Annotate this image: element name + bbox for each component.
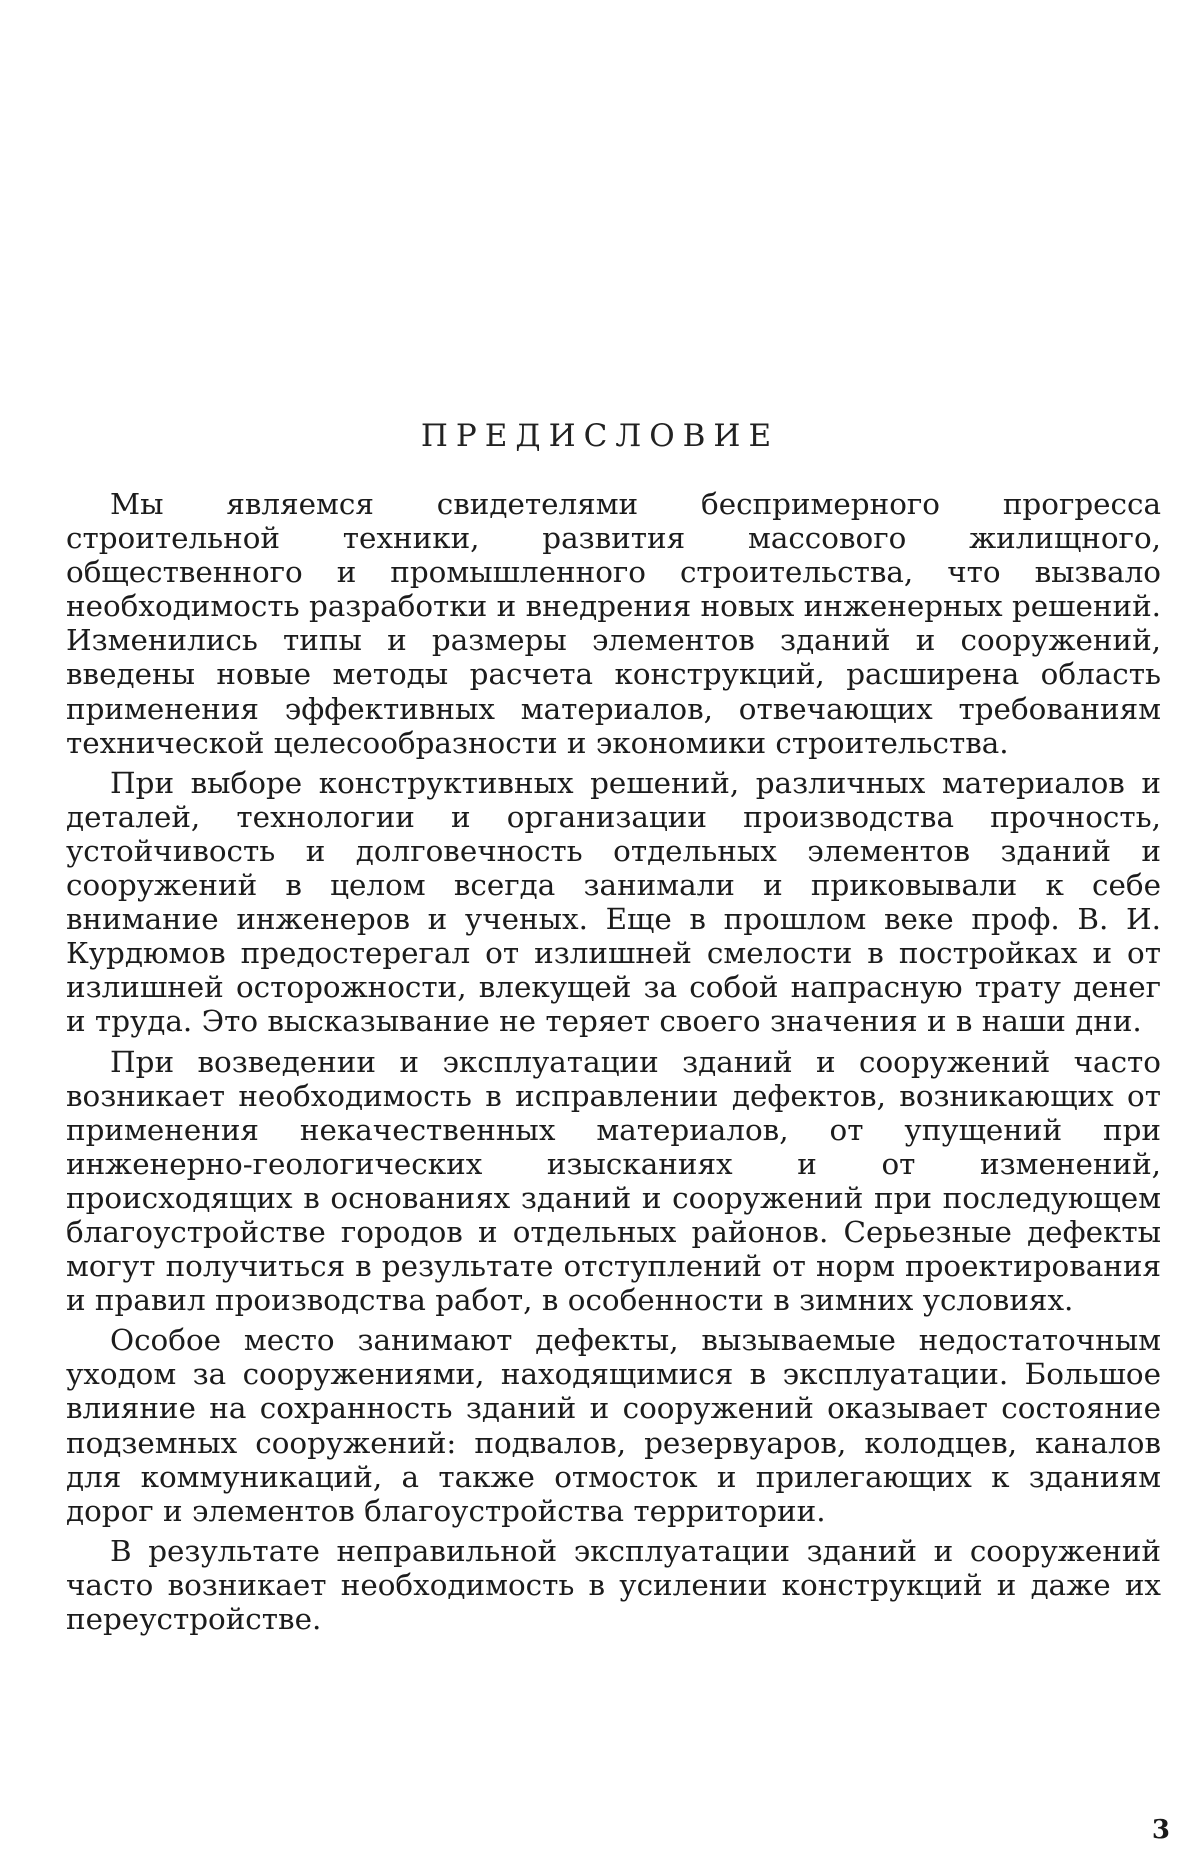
paragraph-3: При возведении и эксплуатации зданий и сооружений часто возникает необходимость в исправлении дефектов, возникающих от применения некачественных материалов, от упущений при инженерно-геологических изысканиях и от изменений, происходящих в основаниях зданий и сооружений при последующем благоустройстве городов и отдельных районов. Серьезные дефекты могут получиться в результате отступлений от норм проектирования и правил производства работ, в особенности в зимних условиях. [66,1044,1161,1318]
preface-body [66,487,1161,1642]
paragraph-5: В результате неправильной эксплуатации зданий и сооружений часто возникает необходимость в усилении конструкций и даже их переустройстве. [66,1533,1161,1636]
paragraph-4: Особое место занимают дефекты, вызываемые недостаточным уходом за сооружениями, находящимися в эксплуатации. Большое влияние на сохранность зданий и сооружений оказывает состояние подземных сооружений: подвалов, резервуаров, колодцев, каналов для коммуникаций, а также отмосток и прилегающих к зданиям дорог и элементов благоустройства территории. [66,1323,1161,1528]
paragraph-1: Мы являемся свидетелями беспримерного прогресса строительной техники, развития массового жилищного, общественного и промышленного строительства, что вызвало необходимость разработки и внедрения новых инженерных решений. Изменились типы и размеры элементов зданий и сооружений, введены новые методы расчета конструкций, расширена область применения эффективных материалов, отвечающих требованиям технической целесообразности и экономики строительства. [66,487,1161,760]
paragraph-2: При выборе конструктивных решений, различных материалов и деталей, технологии и организации производства прочность, устойчивость и долговечность отдельных элементов зданий и сооружений в целом всегда занимали и приковывали к себе внимание инженеров и ученых. Еще в прошлом веке проф. В. И. Курдюмов предостерегал от излишней смелости в постройках и от излишней осторожности, влекущей за собой напрасную трату денег и труда. Это высказывание не теряет своего значения и в наши дни. [66,765,1161,1039]
chapter-heading: ПРЕДИСЛОВИЕ [420,418,780,454]
page-number: 3 [1151,1815,1170,1845]
